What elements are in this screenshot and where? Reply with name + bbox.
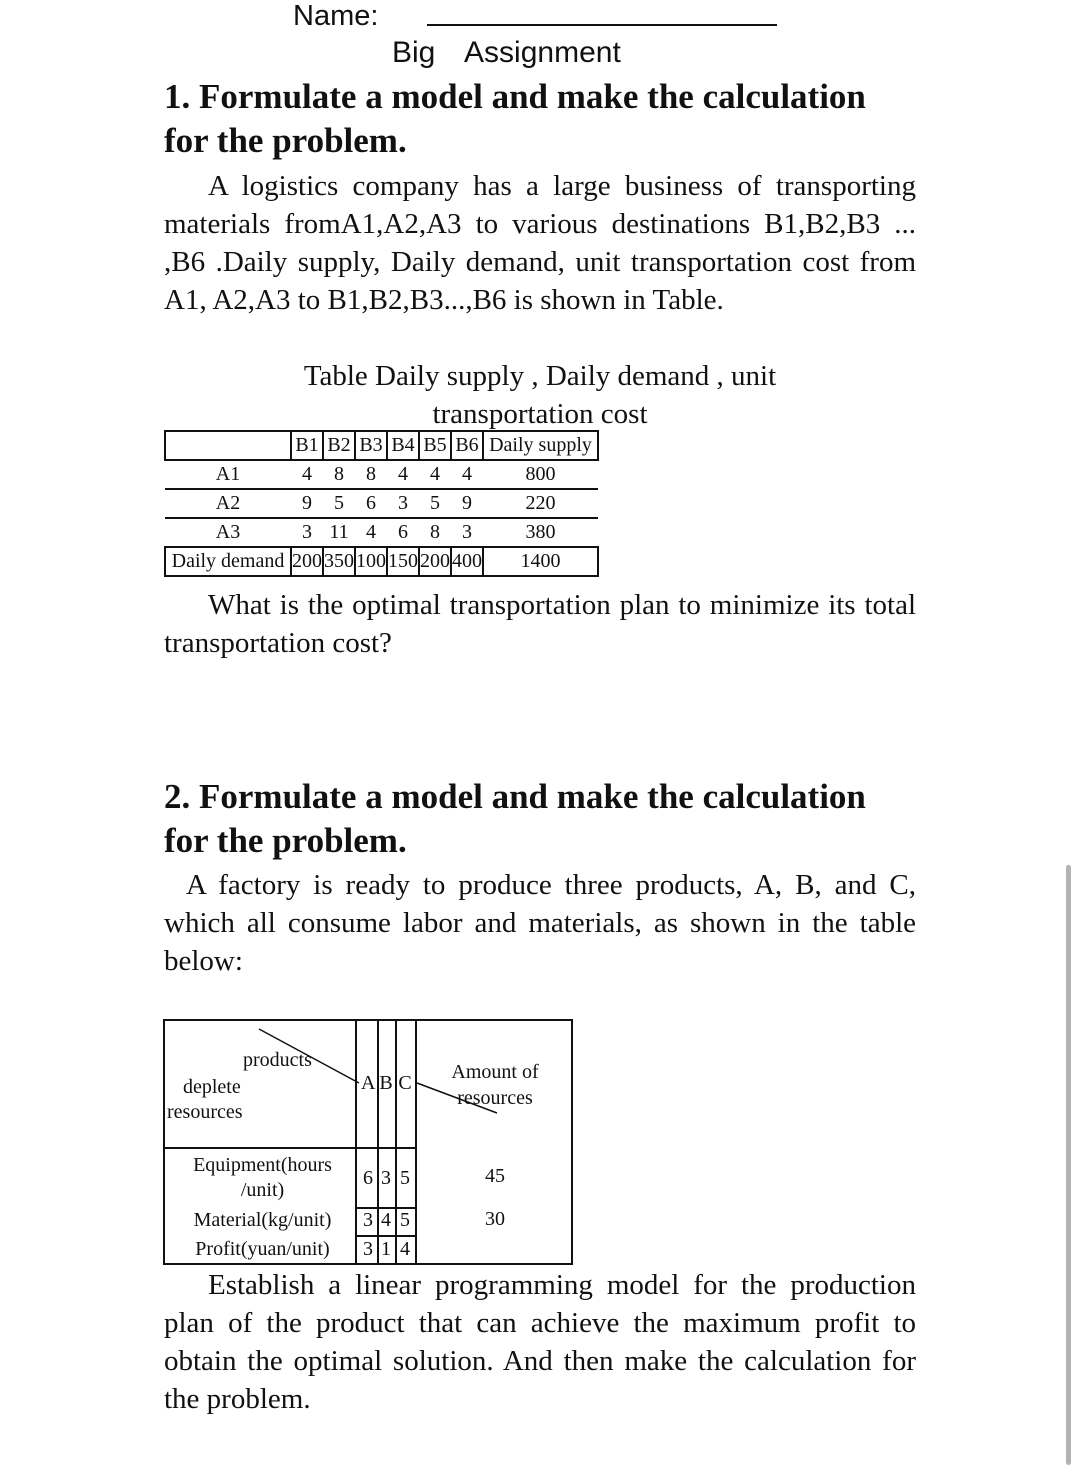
table-cell: 8: [323, 460, 355, 489]
table-cell: 150: [387, 547, 419, 576]
equipment-value-b: 3: [381, 1167, 391, 1189]
q2-closing-text: Establish a linear programming model for the production plan of the product that can achieve the maximum profit to obtain the optimal solution. And then make the calculation for the problem.: [164, 1269, 916, 1415]
production-table: [163, 1019, 573, 1265]
table-cell: 9: [291, 489, 323, 518]
equipment-label-line2: /unit): [240, 1179, 285, 1201]
table-row: [165, 460, 598, 489]
table-cell: 380: [483, 518, 598, 547]
equipment-value-c: 5: [400, 1167, 410, 1189]
equipment-value-a: 6: [363, 1167, 373, 1189]
profit-value-c: 4: [400, 1238, 410, 1260]
table-cell: 100: [355, 547, 387, 576]
table-cell: 4: [451, 460, 483, 489]
table-header-cell: B4: [387, 431, 419, 460]
table-cell: 4: [291, 460, 323, 489]
table-cell: 350: [323, 547, 355, 576]
table-header-cell: B2: [323, 431, 355, 460]
name-blank-line: [427, 24, 777, 26]
table-cell: 11: [323, 518, 355, 547]
table-cell: 8: [355, 460, 387, 489]
table-row-label: A3: [165, 518, 291, 547]
q1-paragraph-text: A logistics company has a large business of transporting materials fromA1,A2,A3 to various destinations B1,B2,B3 ... ,B6 .Daily supply, Daily demand, unit transportation cost from A1, A2,A3 to B1,B2,B3...,B6 is shown in Table.: [164, 170, 916, 316]
table-header-cell: B6: [451, 431, 483, 460]
table-cell: 400: [451, 547, 483, 576]
corner-deplete-label: deplete: [183, 1076, 241, 1098]
table-header-cell: B1: [291, 431, 323, 460]
transport-table: [164, 430, 599, 577]
q1-question-text: What is the optimal transportation plan to minimize its total transportation cost?: [164, 589, 916, 659]
q2-heading: 2. Formulate a model and make the calculation for the problem.: [164, 777, 866, 860]
table-row: [165, 518, 598, 547]
table-cell: 3: [387, 489, 419, 518]
equipment-amount: 45: [485, 1165, 505, 1187]
col-header-c: C: [398, 1072, 412, 1094]
table-row: [165, 489, 598, 518]
table-row: [165, 547, 598, 576]
profit-label: Profit(yuan/unit): [195, 1238, 330, 1260]
profit-value-b: 1: [381, 1238, 391, 1260]
col-header-a: A: [361, 1072, 376, 1094]
amount-header-line1: Amount of: [451, 1061, 539, 1083]
table-cell: 8: [419, 518, 451, 547]
table-header-row: [165, 431, 598, 460]
table-row-label: A1: [165, 460, 291, 489]
table-cell: 9: [451, 489, 483, 518]
table-cell: 6: [355, 489, 387, 518]
amount-header-line2: resources: [457, 1087, 533, 1109]
table-cell: 4: [419, 460, 451, 489]
page-title: Big Assignment: [392, 36, 621, 69]
table-row-label: A2: [165, 489, 291, 518]
table-cell: 3: [291, 518, 323, 547]
q1-paragraph: [164, 167, 916, 319]
table-cell: 5: [419, 489, 451, 518]
corner-resources-label: resources: [167, 1101, 243, 1123]
q1-caption-line1: Table Daily supply , Daily demand , unit: [303, 360, 777, 392]
table-cell: 6: [387, 518, 419, 547]
q2-paragraph: [164, 866, 916, 980]
material-label: Material(kg/unit): [193, 1209, 332, 1231]
table-header-cell: B3: [355, 431, 387, 460]
page-scrollbar[interactable]: [1066, 865, 1071, 1465]
q1-question: [164, 586, 916, 662]
table-header-cell: Daily supply: [483, 431, 598, 460]
q2-closing: [164, 1266, 916, 1418]
table-cell: 4: [355, 518, 387, 547]
table-corner-cell: [165, 431, 291, 460]
q1-caption-line2: transportation cost: [432, 398, 648, 430]
material-amount: 30: [485, 1208, 505, 1230]
table-cell: 800: [483, 460, 598, 489]
table-cell: 200: [419, 547, 451, 576]
q1-heading: 1. Formulate a model and make the calculation for the problem.: [164, 77, 866, 160]
q2-paragraph-text: A factory is ready to produce three products, A, B, and C, which all consume labor and materials, as shown in the table below:: [164, 869, 916, 977]
material-value-b: 4: [381, 1209, 391, 1231]
corner-products-label: products: [243, 1049, 312, 1071]
name-label: Name:: [293, 0, 379, 32]
table-cell: 4: [387, 460, 419, 489]
profit-value-a: 3: [363, 1238, 373, 1260]
table-cell: 200: [291, 547, 323, 576]
material-value-a: 3: [363, 1209, 373, 1231]
table-cell: 220: [483, 489, 598, 518]
col-header-b: B: [379, 1072, 393, 1094]
table-cell: 5: [323, 489, 355, 518]
equipment-label-line1: Equipment(hours: [193, 1154, 332, 1176]
table-header-cell: B5: [419, 431, 451, 460]
table-row-label: Daily demand: [165, 547, 291, 576]
table-cell: 3: [451, 518, 483, 547]
material-value-c: 5: [400, 1209, 410, 1231]
table-cell: 1400: [483, 547, 598, 576]
